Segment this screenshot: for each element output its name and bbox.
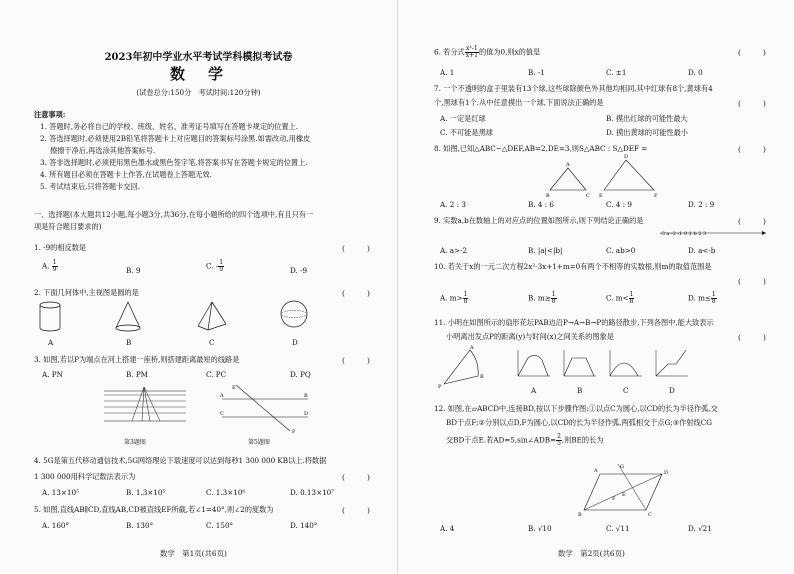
exam-page-2 [397,0,794,574]
q11-graphs-figure [438,346,758,392]
q3-figure-caption: 第3题图 [124,439,146,446]
q10-answer-paren: ( ) [738,277,766,286]
svg-text:F: F [612,496,616,502]
q2-option-a: A [48,338,54,347]
q10-option-a: A. m> $\frac{1}{8}$ [440,291,468,305]
svg-text:B: B [578,512,582,518]
notice-item: 擦擦干净后,再选涂其他答案标号. [50,146,156,155]
q4-option-c: C. 1.3×10⁶ [206,488,246,497]
q12-option-d: D. √21 [688,524,712,533]
q11-option-a: A [531,386,537,395]
q3-river-figure [100,383,190,435]
q4-option-a: A. 13×10⁵ [42,488,79,497]
q4-answer-paren: ( ) [342,473,370,482]
svg-text:B: B [304,393,308,399]
q5-parallel-lines-figure [220,383,310,435]
q1-answer-paren: ( ) [342,244,370,253]
q3-answer-paren: ( ) [342,356,370,365]
q12-parallelogram-figure [578,460,668,518]
q7-option-a: A. 一定是红球 [440,114,486,123]
q3-option-a: A. PN [42,370,63,379]
q7-option-b: B. 摸出红球的可能性最大 [606,114,688,123]
q4-option-d: D. 0.13×10⁷ [290,488,335,497]
q1-option-b: B. 9 [126,266,141,275]
q8-answer-paren: ( ) [738,145,766,154]
svg-text:E: E [232,385,236,391]
exam-title: 2023年初中学业水平考试学科模拟考试卷 [104,52,293,63]
q7-option-c: C. 不可能是黑球 [440,128,493,137]
q9-axis-labels: -3 a -2 -1 0 1 b 2 3 [660,231,707,237]
q6-option-b: B. -1 [528,68,545,77]
q9-answer-paren: ( ) [738,217,766,226]
q4-stem: 4. 5G是第五代移动通信技术,5G网络理论下载速度可以达到每秒1 300 000 KB以上.将数据 [34,456,327,465]
notice-item: 5. 考试结束后,只将答题卡交回. [40,182,140,191]
q11-option-d: D [669,386,675,395]
q3-option-d: D. PQ [290,370,311,379]
q1-option-a: A. $\frac{1}{9}$ [42,259,57,273]
q9-option-b: B. |a|<|b| [528,246,563,255]
q10-stem: 10. 若关于x的一元二次方程2x²-3x+1+m=0有两个不相等的实数根,则m的取值范围是 [434,262,712,271]
q1-option-c: C. - $\frac{1}{9}$ [206,259,224,273]
q2-answer-paren: ( ) [342,289,370,298]
q8-option-c: C. 4 : 9 [606,200,632,209]
q2-option-b: B [126,338,132,347]
page-footer: 数学 第1页(共6页) [160,549,227,558]
q9-option-a: A. a>-2 [440,246,468,255]
q12-stem-cont: BD于点F;②分别以点D,F为圆心,以CD的长为半径作弧,两弧相交于点G;③作射线CG [446,418,712,427]
q2-stem: 2. 下面几何体中,主视图是圆的是 [34,288,139,297]
svg-text:F: F [654,193,658,199]
q4-option-b: B. 1.3×10⁵ [126,488,166,497]
svg-text:E: E [599,193,603,199]
q9-option-c: C. ab>0 [606,246,636,255]
q6-option-d: D. 0 [688,68,703,77]
q6-option-a: A. 1 [440,68,455,77]
q9-stem: 9. 实数a,b在数轴上的对应点的位置如图所示,则下列结论正确的是 [434,216,644,225]
q11-answer-paren: ( ) [738,333,766,342]
q8-stem: 8. 如图,已知△ABC∽△DEF,AB=2,DE=3,则S△ABC : S△DEF = [434,144,648,153]
svg-text:D: D [624,154,629,160]
svg-text:A: A [566,162,570,168]
q10-option-c: C. m< $\frac{1}{8}$ [606,291,634,305]
svg-text:D: D [664,470,669,476]
page-footer: 数学 第2页(共6页) [558,549,625,558]
q8-option-a: A. 2 : 3 [440,200,466,209]
q1-option-d: D. -9 [290,266,308,275]
q2-option-c: C [209,338,215,347]
q12-stem-cont2: 交BD于点E.若AD=5,sin∠ADB= $\frac{2}{5}$ ,则BE的长为 [446,433,604,447]
svg-text:P: P [438,384,442,390]
q7-stem-cont: 个,黑球有1个.从中任意摸出一个球,下面说法正确的是 [434,98,604,107]
q12-option-a: A. 4 [440,524,455,533]
q2-option-d: D [292,338,298,347]
q6-answer-paren: ( ) [738,48,766,57]
svg-text:C: C [220,411,224,417]
q5-option-a: A. 160° [42,521,70,530]
q5-answer-paren: ( ) [342,506,370,515]
notice-item: 1. 答题时,务必将自己的学校、班级、姓名、准考证号填写在答题卡规定的位置上. [40,122,299,131]
q3-option-c: C. PC [206,370,227,379]
q12-option-c: C. √11 [606,524,630,533]
subject-title: 数 学 [169,65,227,83]
svg-text:A: A [220,393,224,399]
svg-text:A: A [594,468,598,474]
q7-answer-paren: ( ) [738,99,766,108]
section-heading-cont: 项是符合题目要求的) [34,222,102,231]
q10-option-d: D. m≤ $\frac{1}{8}$ [688,291,716,305]
q5-figure-caption: 第5题图 [248,439,270,446]
svg-text:A: A [470,345,474,351]
q5-option-d: D. 140° [290,521,318,530]
q11-option-c: C [623,386,629,395]
q5-option-c: C. 150° [206,521,234,530]
svg-text:F: F [292,429,296,435]
q10-option-b: B. m≥ $\frac{1}{8}$ [528,291,556,305]
q8-option-b: B. 4 : 6 [528,200,554,209]
q7-stem: 7. 一个不透明的盒子里装有13个球,这些球除颜色外其他均相同,其中红球有8个,黄球有4 [434,84,713,93]
q5-option-b: B. 130° [126,521,154,530]
svg-text:G: G [620,464,624,470]
section-heading: 一、选择题(本大题共12小题,每小题3分,共36分.在每小题所给的四个选项中,有且只有一 [34,210,314,219]
svg-text:C: C [648,512,652,518]
q1-stem: 1. -9的相反数是 [34,243,87,252]
q2-solids-figure [36,300,336,340]
svg-text:E: E [622,492,626,498]
q11-stem-cont: 小明离出发点P的距离(y)与时间(x)之间关系的图象是 [446,332,614,341]
svg-text:B: B [546,193,550,199]
q7-option-d: D. 摸出黄球的可能性最小 [606,128,688,137]
q4-stem-cont: 1 300 000用科学记数法表示为 [34,472,136,481]
q9-option-d: D. a<-b [688,246,716,255]
notice-item: 3. 答非选择题时,必须使用黑色墨水或黑色签字笔,将答案书写在答题卡规定的位置上. [40,158,308,167]
q8-similar-triangles-figure [546,154,668,199]
q11-option-b: B [577,386,583,395]
q6-option-c: C. ±1 [606,68,627,77]
q3-stem: 3. 如图,若以P为端点在河上搭建一座桥,则搭建距离最短的线路是 [34,355,240,364]
q5-stem: 5. 如图,直线AB∥CD,直线AB,CD被直线EF所截,若∠1=40°,则∠2的度数为 [34,505,274,514]
exam-meta: (试卷总分:150分 考试时间:120分钟) [136,88,261,97]
q8-option-d: D. 2 : 9 [688,200,715,209]
notice-item: 4. 所有题目必须在答题卡上作答,在试题卷上答题无效. [40,170,212,179]
svg-text:B: B [480,374,484,380]
notice-item: 2. 答选择题时,必须使用2B铅笔将答题卡上对应题目的答案标号涂黑.如需改动,用橡皮 [40,134,311,143]
notice-heading: 注意事项: [34,110,66,119]
q12-stem: 12. 如图,在▱ABCD中,连接BD,按以下步骤作图:①以点C为圆心,以CD的长为半径作弧,交 [434,404,718,413]
q11-stem: 11. 小明在如图所示的扇形花坛PAB边沿P→A→B→P的路径散步,下列各图中,能大致表示 [434,318,714,327]
svg-text:D: D [304,411,309,417]
svg-text:C: C [586,193,590,199]
q3-option-b: B. PM [126,370,149,379]
q6-stem: 6. 若分式 $\frac{\text{x²-1}}{x+1}$ 的值为0,则x的值是 [434,45,541,59]
q12-option-b: B. √10 [528,524,552,533]
